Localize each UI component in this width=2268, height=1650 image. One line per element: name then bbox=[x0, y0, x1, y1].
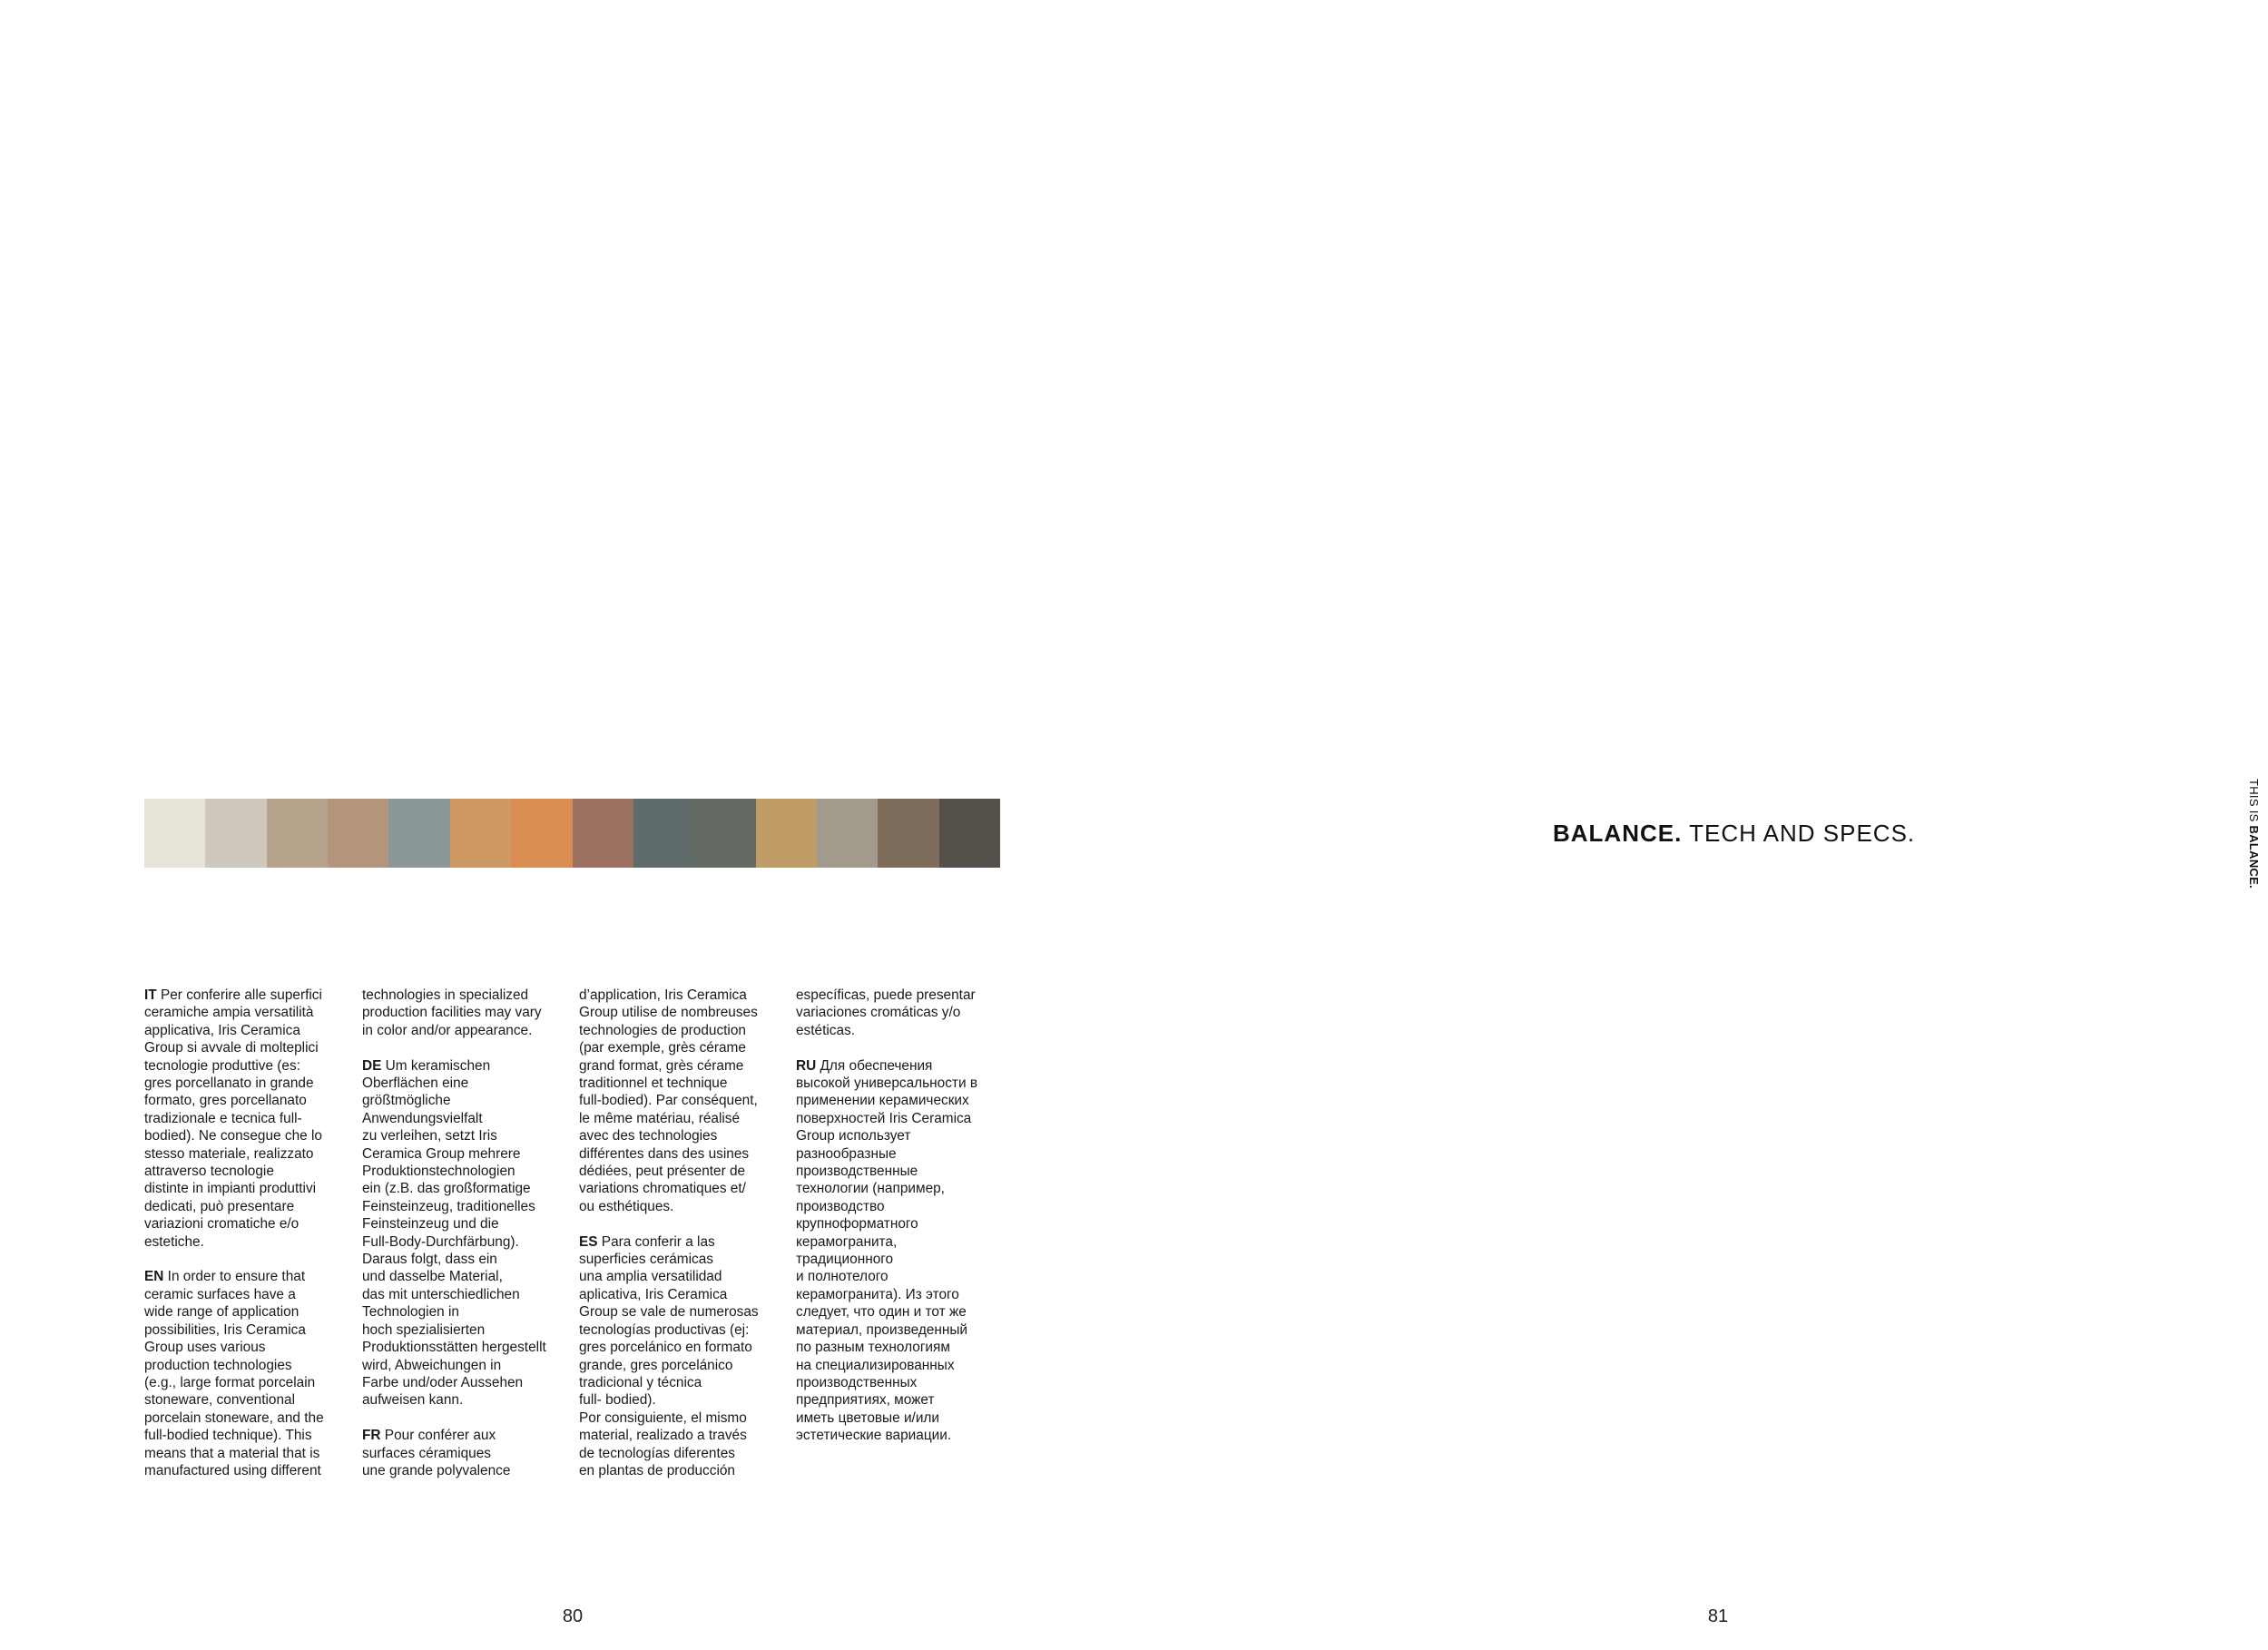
heading-rest: TECH AND SPECS. bbox=[1682, 820, 1916, 847]
paragraph-es-continued: específicas, puede presentar variaciones cromáticas y/o estéticas. bbox=[796, 987, 976, 1038]
color-swatch bbox=[756, 799, 817, 868]
color-swatch bbox=[878, 799, 938, 868]
text-column-1 bbox=[144, 987, 349, 1498]
lang-code-es: ES bbox=[579, 1233, 598, 1250]
lang-code-fr: FR bbox=[362, 1428, 381, 1444]
paragraph-fr-continued: d’application, Iris Ceramica Group utilise de nombreuses technologies de production (par exemple, grès cérame grand format, grès cérame traditionnel et technique full-bodied). Par conséquent, le même matériau, réalisé avec des technologies différentes dans des usines dédiées, peut présenter de variations chromatiques et/ ou esthétiques. bbox=[579, 987, 758, 1214]
color-swatch bbox=[939, 799, 1000, 868]
page-number-right: 81 bbox=[1707, 1606, 1729, 1626]
vertical-side-label bbox=[2247, 779, 2261, 889]
multilingual-text-columns bbox=[144, 987, 1002, 1495]
color-swatch bbox=[267, 799, 328, 868]
heading-bold: BALANCE. bbox=[1553, 820, 1683, 847]
page-number-left: 80 bbox=[562, 1606, 584, 1626]
color-swatch bbox=[450, 799, 511, 868]
color-swatch bbox=[205, 799, 266, 868]
color-swatch bbox=[388, 799, 449, 868]
paragraph-ru: Для обеспечения высокой универсальности в применении керамических поверхностей Iris Ceramica Group использует разнообразные производственные технологии (например, производство крупноформатного керамогранита, традиционного и полнотелого керамогранита). Из этого следует, что один и тот же материал, произведенный по разным технологиям на специализированных производственных предприятиях, может иметь цветовые и/или эстетические вариации. bbox=[796, 1057, 978, 1444]
side-label-bold: BALANCE. bbox=[2247, 825, 2261, 889]
text-column-2 bbox=[362, 987, 567, 1498]
lang-code-en: EN bbox=[144, 1269, 164, 1285]
color-swatch bbox=[573, 799, 633, 868]
color-swatch-strip bbox=[144, 799, 1000, 868]
paragraph-es: Para conferir a las superficies cerámicas una amplia versatilidad aplicativa, Iris Ceramica Group se vale de numerosas tecnologías productivas (ej: gres porcelánico en formato grande, gres porcelánico tradicional y técnica full- bodied). Por consiguiente, el mismo material, realizado a través de tecnologías diferentes en plantas de producción bbox=[579, 1233, 759, 1478]
color-swatch bbox=[694, 799, 755, 868]
lang-code-ru: RU bbox=[796, 1057, 817, 1074]
paragraph-it: Per conferire alle superfici ceramiche ampia versatilità applicativa, Iris Ceramica Group si avvale di molteplici tecnologie produttive (es: gres porcellanato in grande formato, gres porcellanato tradizionale e tecnica full- bodied). Ne consegue che lo stesso materiale, realizzato attraverso tecnologie distinte in impianti produttivi dedicati, può presentare variazioni cromatiche e/o estetiche. bbox=[144, 987, 322, 1250]
color-swatch bbox=[144, 799, 205, 868]
text-column-4 bbox=[796, 987, 1001, 1462]
paragraph-de: Um keramischen Oberflächen eine größtmögliche Anwendungsvielfalt zu verleihen, setzt Iris Ceramica Group mehrere Produktionstechnologien ein (z.B. das großformatige Feinsteinzeug, traditionelles Feinsteinzeug und die Full-Body-Durchfärbung). Daraus folgt, dass ein und dasselbe Material, das mit unterschiedlichen Technologien in hoch spezialisierten Produktionsstätten hergestellt wird, Abweichungen in Farbe und/oder Aussehen aufweisen kann. bbox=[362, 1057, 546, 1409]
color-swatch bbox=[511, 799, 572, 868]
paragraph-fr: Pour conférer aux surfaces céramiques une grande polyvalence bbox=[362, 1428, 511, 1478]
color-swatch bbox=[328, 799, 388, 868]
lang-code-de: DE bbox=[362, 1057, 382, 1074]
paragraph-en: In order to ensure that ceramic surfaces have a wide range of application possibilities, Iris Ceramica Group uses various production technologies (e.g., large format porcelain stoneware, conventional porcelain stoneware, and the full-bodied technique). This means that a material that is manufactured using different bbox=[144, 1269, 324, 1478]
text-column-3 bbox=[579, 987, 784, 1498]
color-swatch bbox=[633, 799, 694, 868]
side-label-normal: THIS IS bbox=[2247, 779, 2261, 826]
section-heading bbox=[1553, 820, 1915, 848]
lang-code-it: IT bbox=[144, 987, 157, 1003]
color-swatch bbox=[817, 799, 878, 868]
paragraph-en-continued: technologies in specialized production facilities may vary in color and/or appearance. bbox=[362, 987, 542, 1038]
